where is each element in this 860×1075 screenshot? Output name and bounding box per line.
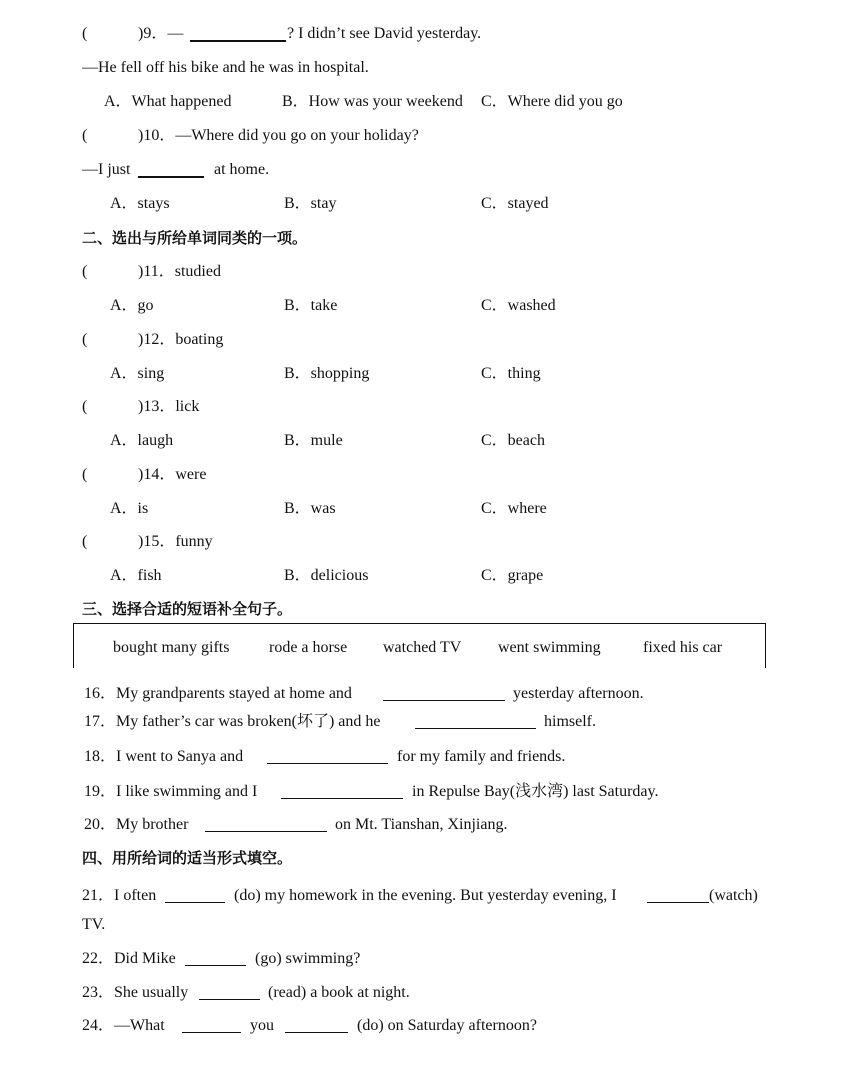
phrase-item: rode a horse bbox=[269, 639, 348, 656]
sentence-text: 16．My grandparents stayed at home and bbox=[84, 685, 352, 702]
answer-paren: ( bbox=[82, 466, 88, 483]
option-c[interactable]: C．washed bbox=[481, 297, 556, 314]
answer-paren: ( bbox=[82, 25, 88, 42]
answer-paren: ( bbox=[82, 127, 88, 144]
option-a[interactable]: A．go bbox=[110, 297, 154, 314]
answer-paren: ( bbox=[82, 263, 88, 280]
answer-blank[interactable] bbox=[285, 1018, 348, 1033]
question-text: )13．lick bbox=[138, 398, 200, 415]
phrase-item: bought many gifts bbox=[113, 639, 230, 656]
answer-blank[interactable] bbox=[199, 985, 260, 1000]
answer-blank[interactable] bbox=[205, 817, 327, 832]
option-c[interactable]: C．Where did you go bbox=[481, 93, 623, 110]
option-c[interactable]: C．beach bbox=[481, 432, 545, 449]
question-text: )11．studied bbox=[138, 263, 221, 280]
answer-blank[interactable] bbox=[281, 784, 403, 799]
question-text: (do) my homework in the evening. But yesterday evening, I bbox=[234, 887, 617, 904]
phrase-item: watched TV bbox=[383, 639, 462, 656]
phrase-item: went swimming bbox=[498, 639, 601, 656]
option-b[interactable]: B．stay bbox=[284, 195, 337, 212]
answer-blank[interactable] bbox=[138, 162, 204, 178]
reply-text: at home. bbox=[214, 161, 270, 178]
answer-blank[interactable] bbox=[165, 888, 225, 903]
option-a[interactable]: A．is bbox=[110, 500, 149, 517]
question-text: ? I didn’t see David yesterday. bbox=[287, 25, 482, 42]
option-b[interactable]: B．shopping bbox=[284, 365, 370, 382]
option-a[interactable]: A．laugh bbox=[110, 432, 174, 449]
answer-blank[interactable] bbox=[383, 686, 505, 701]
option-b[interactable]: B．mule bbox=[284, 432, 343, 449]
option-c[interactable]: C．stayed bbox=[481, 195, 549, 212]
answer-paren: ( bbox=[82, 398, 88, 415]
option-a[interactable]: A．fish bbox=[110, 567, 162, 584]
option-b[interactable]: B．was bbox=[284, 500, 336, 517]
answer-blank[interactable] bbox=[267, 749, 388, 764]
question-text: you bbox=[250, 1017, 274, 1034]
phrase-item: fixed his car bbox=[643, 639, 723, 656]
option-c[interactable]: C．grape bbox=[481, 567, 544, 584]
sentence-text: in Repulse Bay(浅水湾) last Saturday. bbox=[412, 783, 659, 800]
option-a[interactable]: A．sing bbox=[110, 365, 165, 382]
option-b[interactable]: B．delicious bbox=[284, 567, 369, 584]
question-text: )12．boating bbox=[138, 331, 224, 348]
section-heading: 二、选出与所给单词同类的一项。 bbox=[82, 229, 308, 247]
section-heading: 三、选择合适的短语补全句子。 bbox=[82, 600, 293, 618]
question-text: 24．—What bbox=[82, 1017, 165, 1034]
sentence-text: for my family and friends. bbox=[397, 748, 566, 765]
question-text: (read) a book at night. bbox=[268, 984, 410, 1001]
question-text: (do) on Saturday afternoon? bbox=[357, 1017, 537, 1034]
question-text: )14．were bbox=[138, 466, 207, 483]
option-a[interactable]: A．What happened bbox=[104, 93, 232, 110]
answer-paren: ( bbox=[82, 533, 88, 550]
sentence-text: 19．I like swimming and I bbox=[84, 783, 258, 800]
answer-blank[interactable] bbox=[182, 1018, 241, 1033]
sentence-text: 20．My brother bbox=[84, 816, 189, 833]
answer-blank[interactable] bbox=[190, 26, 286, 42]
reply-text: —I just bbox=[82, 161, 131, 178]
sentence-text: yesterday afternoon. bbox=[513, 685, 644, 702]
answer-paren: ( bbox=[82, 331, 88, 348]
option-c[interactable]: C．where bbox=[481, 500, 547, 517]
sentence-text: 18．I went to Sanya and bbox=[84, 748, 244, 765]
question-text: )10．—Where did you go on your holiday? bbox=[138, 127, 419, 144]
option-b[interactable]: B．How was your weekend bbox=[282, 93, 463, 110]
q9-reply: —He fell off his bike and he was in hospital. bbox=[82, 59, 369, 76]
question-text: (watch) bbox=[709, 887, 758, 904]
section-heading: 四、用所给词的适当形式填空。 bbox=[82, 849, 293, 867]
question-text: 21．I often bbox=[82, 887, 157, 904]
sentence-text: on Mt. Tianshan, Xinjiang. bbox=[335, 816, 508, 833]
question-text: )15．funny bbox=[138, 533, 213, 550]
answer-blank[interactable] bbox=[415, 714, 536, 729]
question-text: 23．She usually bbox=[82, 984, 189, 1001]
question-number: )9．— bbox=[138, 25, 184, 42]
question-21-cont: TV. bbox=[82, 916, 106, 933]
option-b[interactable]: B．take bbox=[284, 297, 338, 314]
question-text: (go) swimming? bbox=[255, 950, 361, 967]
sentence-text: himself. bbox=[544, 713, 596, 730]
option-c[interactable]: C．thing bbox=[481, 365, 541, 382]
question-text: 22．Did Mike bbox=[82, 950, 176, 967]
phrase-bank bbox=[73, 623, 766, 668]
sentence-text: 17．My father’s car was broken(坏了) and he bbox=[84, 713, 381, 730]
answer-blank[interactable] bbox=[185, 951, 246, 966]
option-a[interactable]: A．stays bbox=[110, 195, 170, 212]
answer-blank[interactable] bbox=[647, 888, 709, 903]
